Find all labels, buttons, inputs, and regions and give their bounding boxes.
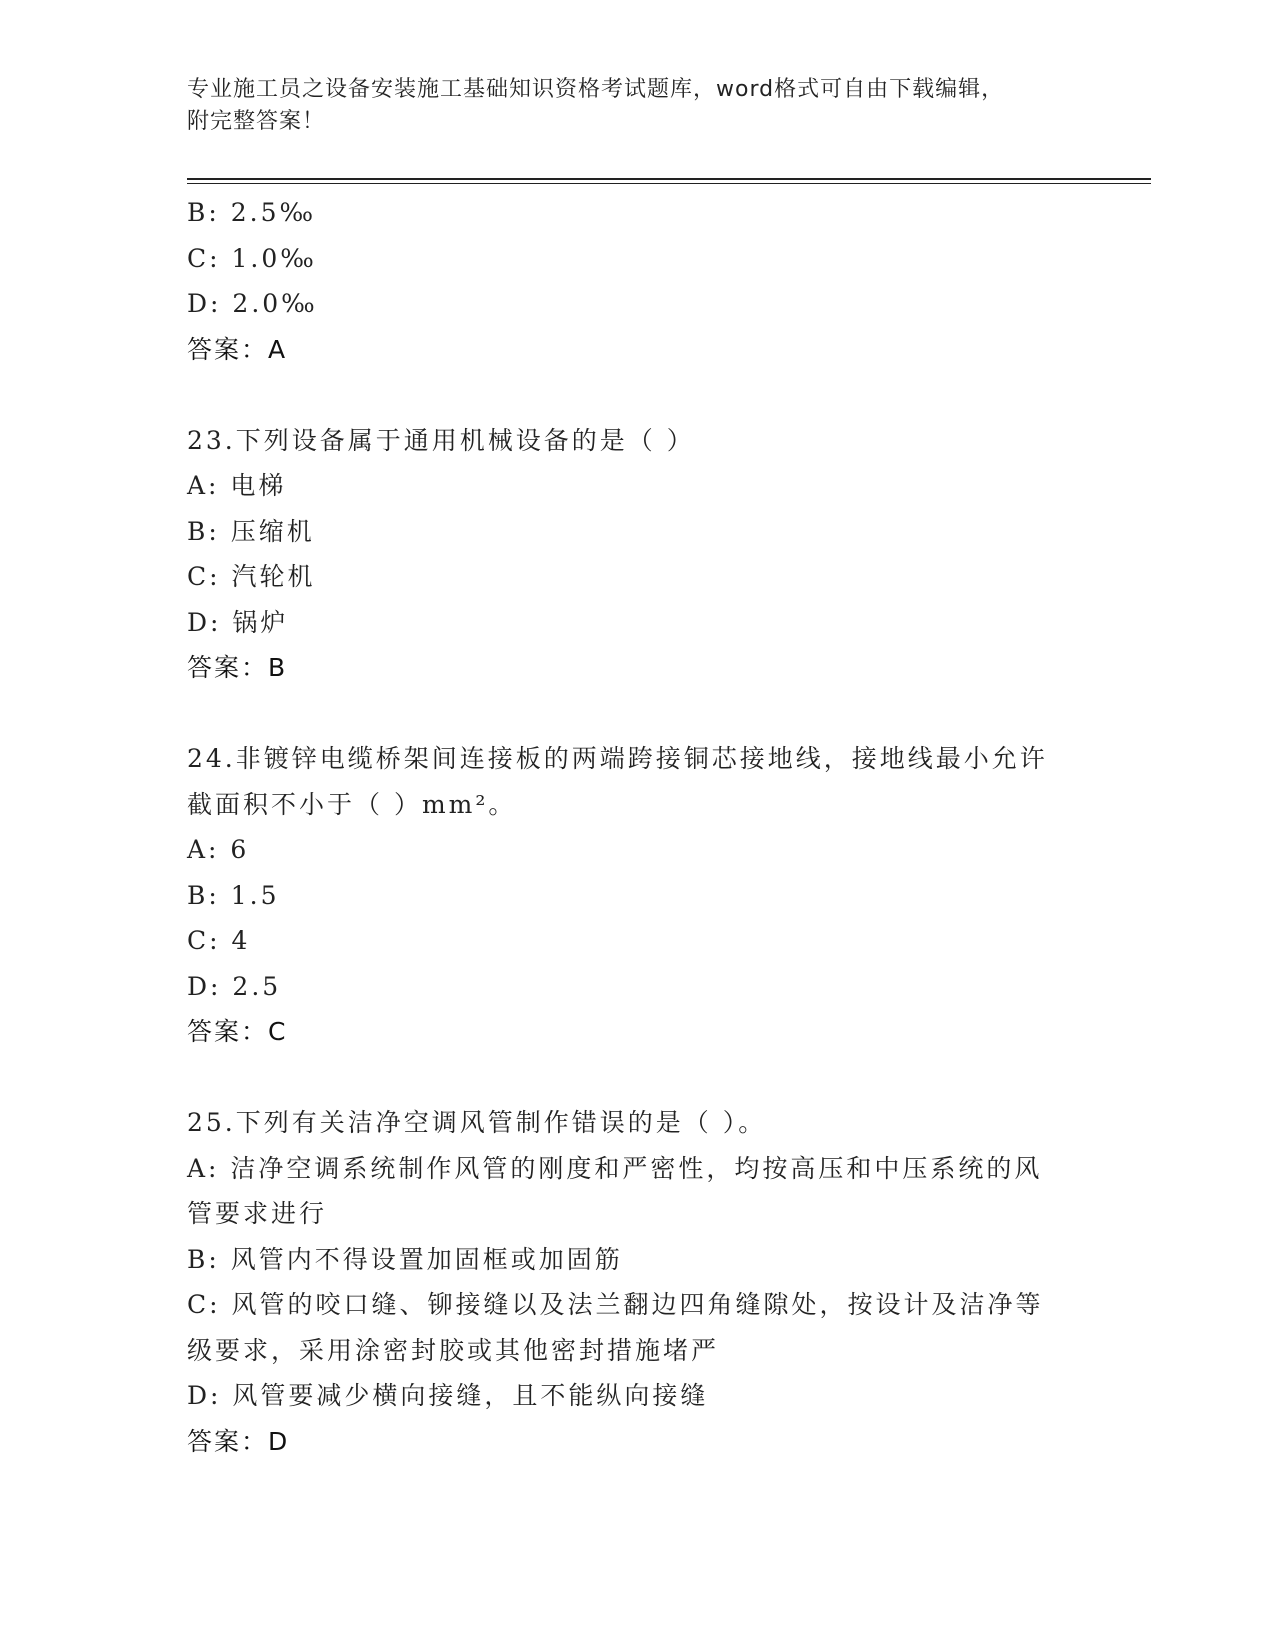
option-line: C: 1.0‰ [187,243,317,273]
option-line: C: 风管的咬口缝、铆接缝以及法兰翻边四角缝隙处，按设计及洁净等 [187,1290,1044,1319]
question-stem: 23.下列设备属于通用机械设备的是（ ） [187,425,695,455]
question-24 [187,736,1087,1055]
header-title-line-1: 专业施工员之设备安装施工基础知识资格考试题库，word格式可自由下载编辑， [187,77,1005,102]
option-line: C: 汽轮机 [187,562,316,591]
question-stem: 25.下列有关洁净空调风管制作错误的是（ ）。 [187,1108,767,1137]
option-line-continued: 级要求，采用涂密封胶或其他密封措施堵严 [187,1335,720,1365]
option-line: A: 洁净空调系统制作风管的刚度和严密性，均按高压和中压系统的风 [187,1153,1043,1183]
option-line: D: 2.0‰ [187,289,318,318]
question-23 [187,418,1087,691]
option-line: A: 6 [187,835,250,864]
question-stem: 24.非镀锌电缆桥架间连接板的两端跨接铜芯接地线，接地线最小允许 [187,744,1048,773]
answer-line: 答案：B [187,653,288,682]
question-25 [187,1100,1087,1464]
option-line: B: 2.5‰ [187,198,317,227]
answer-line: 答案：D [187,1426,290,1456]
header-divider-thick [187,178,1151,180]
question-content [187,190,1087,1464]
option-line: B: 压缩机 [187,516,315,546]
option-line: B: 1.5 [187,880,280,910]
answer-line: 答案：A [187,334,288,364]
header-divider-thin [187,183,1151,184]
option-line: A: 电梯 [187,471,287,500]
spacer [187,372,1087,418]
option-line: D: 风管要减少横向接缝，且不能纵向接缝 [187,1381,709,1410]
question-stem-continued: 截面积不小于（ ）mm²。 [187,789,517,819]
spacer [187,691,1087,737]
option-line: D: 2.5 [187,971,282,1001]
option-line: D: 锅炉 [187,607,289,637]
option-line: C: 4 [187,926,251,955]
spacer [187,1055,1087,1101]
carryover-question [187,190,1087,372]
option-line-continued: 管要求进行 [187,1199,328,1228]
document-header [187,74,1067,138]
header-title-line-2: 附完整答案！ [187,109,326,134]
answer-line: 答案：C [187,1017,288,1046]
option-line: B: 风管内不得设置加固框或加固筋 [187,1244,623,1274]
